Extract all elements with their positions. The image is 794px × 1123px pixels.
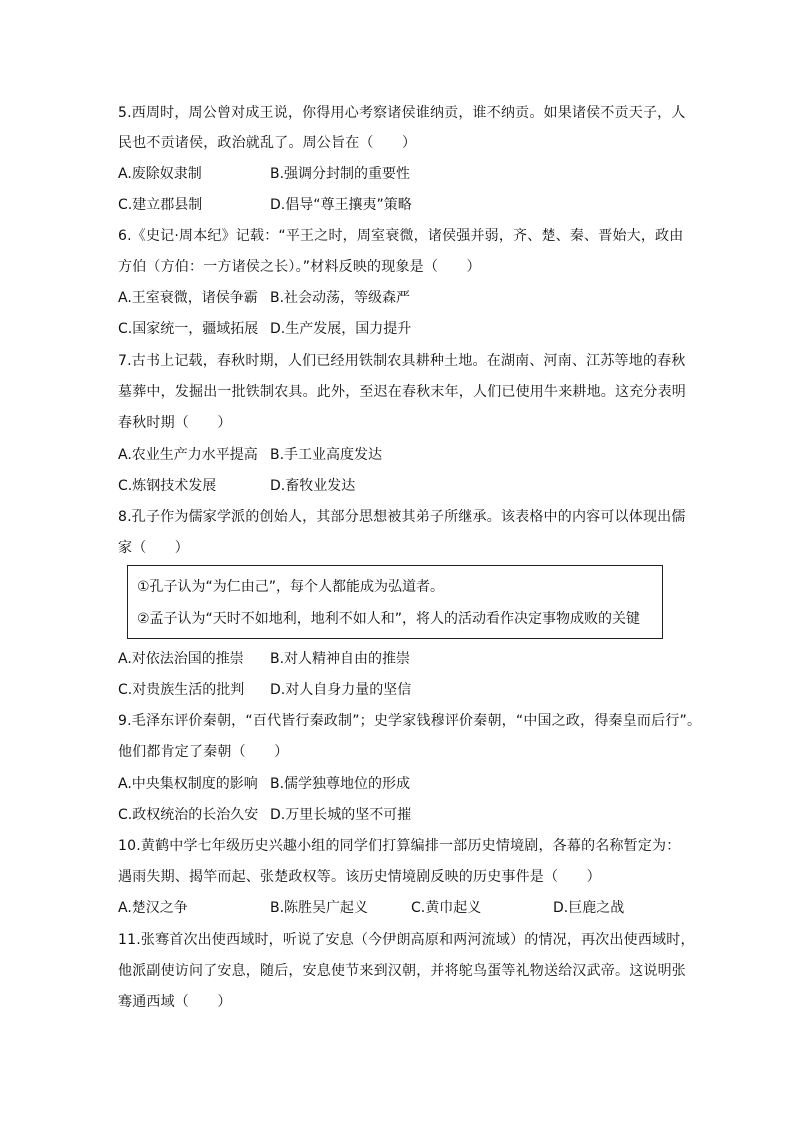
q5-option-c[interactable]: C.建立郡县制 (118, 197, 203, 213)
q6-option-a[interactable]: A.王室衰微，诸侯争霸 (118, 290, 258, 306)
q8-material-line-1: ①孔子认为“为仁由己”，每个人都能成为弘道者。 (137, 579, 445, 595)
q9-option-c[interactable]: C.政权统治的长治久安 (118, 807, 259, 823)
q7-option-d[interactable]: D.畜牧业发达 (270, 478, 356, 494)
q11-stem-line-3: 骞通西域（ ） (118, 994, 232, 1010)
q11-stem-line-1: 11.张骞首次出使西域时，听说了安息（今伊朗高原和两河流域）的情况，再次出使西域时， (118, 932, 695, 948)
q7-option-a[interactable]: A.农业生产力水平提高 (118, 447, 258, 463)
q9-stem-line-2: 他们都肯定了秦朝（ ） (118, 744, 289, 760)
q5-option-d[interactable]: D.倡导“尊王攘夷”策略 (270, 197, 412, 213)
q6-option-c[interactable]: C.国家统一，疆域拓展 (118, 321, 259, 337)
q8-material-line-2: ②孟子认为“天时不如地利，地利不如人和”，将人的活动看作决定事物成败的关键 (137, 611, 641, 627)
q8-option-a[interactable]: A.对依法治国的推崇 (118, 651, 244, 667)
q9-option-d[interactable]: D.万里长城的坚不可摧 (270, 807, 412, 823)
q9-stem-line-1: 9.毛泽东评价秦朝，“百代皆行秦政制”；史学家钱穆评价秦朝，“中国之政，得秦皇而后行”。 (118, 713, 702, 729)
q8-stem-line-1: 8.孔子作为儒家学派的创始人，其部分思想被其弟子所继承。该表格中的内容可以体现出儒 (118, 509, 686, 525)
q10-option-c[interactable]: C.黄巾起义 (411, 900, 482, 916)
q11-stem-line-2: 他派副使访问了安息，随后，安息使节来到汉朝，并将鸵鸟蛋等礼物送给汉武帝。这说明张 (118, 963, 686, 979)
q7-option-b[interactable]: B.手工业高度发达 (270, 447, 383, 463)
q10-stem-line-2: 遇雨失期、揭竿而起、张楚政权等。该历史情境剧反映的历史事件是（ ） (118, 869, 601, 885)
q8-option-c[interactable]: C.对贵族生活的批判 (118, 682, 245, 698)
q5-stem-line-2: 民也不贡诸侯，政治就乱了。周公旨在（ ） (118, 135, 417, 151)
q8-option-d[interactable]: D.对人自身力量的坚信 (270, 682, 412, 698)
q10-option-b[interactable]: B.陈胜吴广起义 (270, 900, 369, 916)
q6-stem-line-2: 方伯（方伯：一方诸侯之长）。”材料反映的现象是（ ） (118, 259, 481, 275)
q7-stem-line-2: 墓葬中，发掘出一批铁制农具。此外，至迟在春秋末年，人们已使用牛来耕地。这充分表明 (118, 384, 686, 400)
q7-stem-line-3: 春秋时期（ ） (118, 415, 232, 431)
q5-stem-line-1: 5.西周时，周公曾对成王说，你得用心考察诸侯谁纳贡，谁不纳贡。如果诸侯不贡天子，人 (118, 105, 686, 121)
q10-option-d[interactable]: D.巨鹿之战 (553, 900, 625, 916)
q8-material-box (127, 565, 663, 639)
q6-stem-line-1: 6.《史记·周本纪》记载：“平王之时，周室衰微，诸侯强并弱，齐、楚、秦、晋始大，政由 (118, 228, 684, 244)
q9-option-b[interactable]: B.儒学独尊地位的形成 (270, 776, 411, 792)
q6-option-b[interactable]: B.社会动荡，等级森严 (270, 290, 411, 306)
q9-option-a[interactable]: A.中央集权制度的影响 (118, 776, 258, 792)
q10-stem-line-1: 10.黄鹤中学七年级历史兴趣小组的同学们打算编排一部历史情境剧，各幕的名称暂定为： (118, 838, 681, 854)
q8-option-b[interactable]: B.对人精神自由的推崇 (270, 651, 411, 667)
q7-stem-line-1: 7.古书上记载，春秋时期，人们已经用铁制农具耕种土地。在湖南、河南、江苏等地的春秋 (118, 353, 686, 369)
q5-option-a[interactable]: A.废除奴隶制 (118, 166, 202, 182)
q6-option-d[interactable]: D.生产发展，国力提升 (270, 321, 412, 337)
q10-option-a[interactable]: A.楚汉之争 (118, 900, 188, 916)
q7-option-c[interactable]: C.炼钢技术发展 (118, 478, 217, 494)
q8-stem-line-2: 家（ ） (118, 540, 189, 556)
q5-option-b[interactable]: B.强调分封制的重要性 (270, 166, 411, 182)
